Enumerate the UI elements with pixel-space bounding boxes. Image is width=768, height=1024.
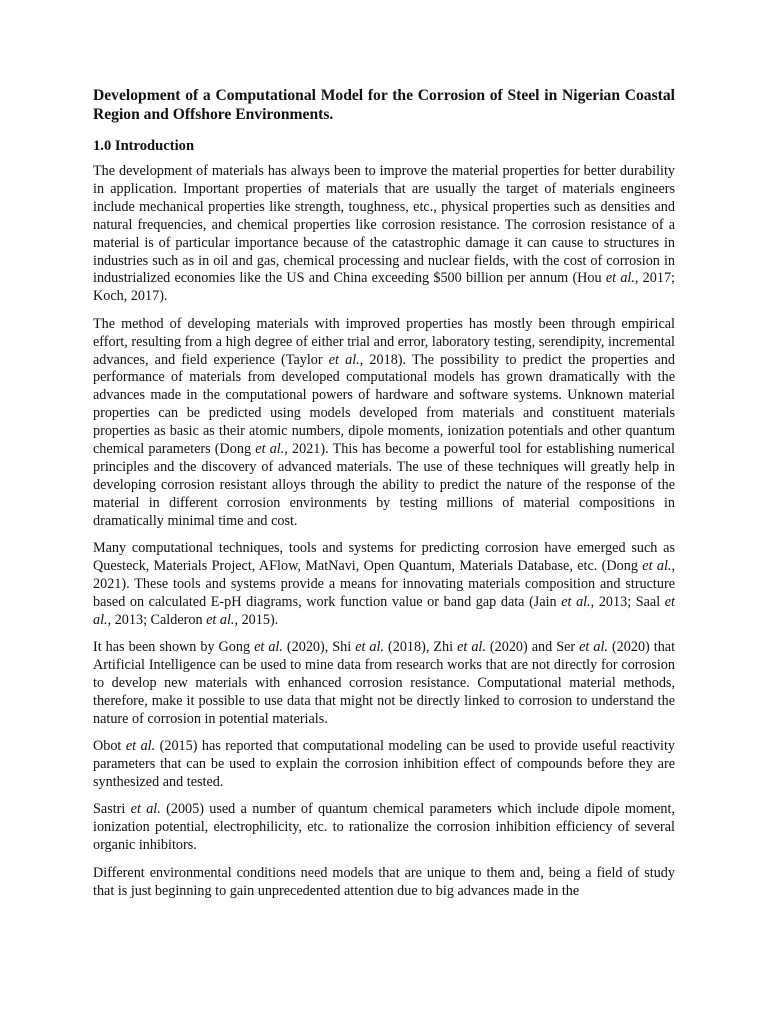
citation-italic: et al. xyxy=(255,441,285,458)
text-segment: , 2021). These tools and systems provide a means for innovating materials composition and structure based on calculated E-pH diagrams, work function value or band gap data (Jain xyxy=(93,558,675,610)
text-segment: (2020) that Artificial Intelligence can be used to mine data from research works that are not directly for corrosion to develop new materials with enhanced corrosion resistance. Computational material methods, therefore, make it possible to use data that might not be directly linked to corrosion to understand the nature of corrosion in potential materials. xyxy=(93,639,676,727)
citation-italic: et al. xyxy=(254,639,283,656)
body-text xyxy=(93,163,675,900)
text-segment: , 2021). This has become a powerful tool for establishing numerical principles and the discovery of advanced materials. The use of these techniques will greatly help in developing corrosion resistant alloys through the ability to predict the nature of the response of the material in different corrosion environments by testing millions of material compositions in dramatically minimal time and cost. xyxy=(93,441,675,529)
text-segment: (2020) and Ser xyxy=(485,639,580,656)
citation-italic: et al. xyxy=(206,611,235,628)
text-segment: (2015) has reported that computational modeling can be used to provide useful reactivity parameters that can be used to explain the corrosion inhibition effect of compounds before they are synthesized and tested. xyxy=(93,738,676,790)
paragraph xyxy=(93,639,675,729)
citation-italic: et al. xyxy=(130,801,161,818)
text-segment: , 2015). xyxy=(234,611,279,628)
document-title: Development of a Computational Model for the Corrosion of Steel in Nigerian Coastal Region and Offshore Environments. xyxy=(93,87,675,123)
citation-italic: et al. xyxy=(561,593,591,610)
citation-italic: et al. xyxy=(457,639,486,656)
text-segment: (2020), Shi xyxy=(282,639,356,656)
paragraph xyxy=(93,801,675,855)
paragraph xyxy=(93,865,675,901)
citation-italic: et al. xyxy=(125,738,156,755)
paragraph xyxy=(93,163,675,306)
paragraph xyxy=(93,540,675,630)
paragraph xyxy=(93,738,675,792)
text-segment: Many computational techniques, tools and systems for predicting corrosion have emerged such as Questeck, Materials Project, AFlow, MatNavi, Open Quantum, Materials Database, etc. (Dong xyxy=(93,540,675,575)
citation-italic: et al. xyxy=(355,639,385,656)
citation-italic: et al. xyxy=(93,593,675,628)
paragraph xyxy=(93,316,675,531)
text-segment: It has been shown by Gong xyxy=(93,639,255,656)
text-segment: , 2017; Koch, 2017). xyxy=(93,270,676,305)
text-segment: Different environmental conditions need models that are unique to them and, being a field of study that is just beginning to gain unprecedented attention due to big advances made in the xyxy=(93,864,675,899)
citation-italic: et al. xyxy=(605,270,635,287)
text-segment: , 2013; Calderon xyxy=(107,611,207,628)
citation-italic: et al. xyxy=(642,558,672,575)
text-segment: Sastri xyxy=(93,801,131,818)
text-segment: The development of materials has always been to improve the material properties for better durability in application. Important properties of materials that are usually the target of materials engineers include mechanical properties like strength, toughness, etc., physical properties such as densities and natural frequencies, and chemical properties like corrosion resistance. The corrosion resistance of a material is of particular importance because of the catastrophic damage it can cause to structures in industries such as in oil and gas, chemical processing and nuclear fields, with the cost of corrosion in industrialized economies like the US and China exceeding $500 billion per annum (Hou xyxy=(93,163,675,287)
citation-italic: et al. xyxy=(579,639,608,656)
text-segment: , 2013; Saal xyxy=(590,593,665,610)
text-segment: The method of developing materials with improved properties has mostly been through empirical effort, resulting from a high degree of either trial and error, laboratory testing, serendipity, incremental advances, and field experience (Taylor xyxy=(93,315,675,368)
document-page xyxy=(93,86,675,910)
text-segment: (2005) used a number of quantum chemical parameters which include dipole moment, ionization potential, electrophilicity, etc. to rationalize the corrosion inhibition efficiency of several organic inhibitors. xyxy=(93,801,675,854)
text-segment: , 2018). The possibility to predict the properties and performance of materials from developed computational models has grown dramatically with the advances made in the computational powers of hardware and software systems. Unknown material properties can be predicted using models developed from materials and constituent materials properties as basic as their atomic numbers, dipole moments, ionization potentials and other quantum chemical parameters (Dong xyxy=(93,351,675,458)
section-heading: 1.0 Introduction xyxy=(93,138,195,154)
text-segment: (2018), Zhi xyxy=(384,639,458,656)
citation-italic: et al. xyxy=(328,351,360,368)
text-segment: Obot xyxy=(93,738,126,755)
